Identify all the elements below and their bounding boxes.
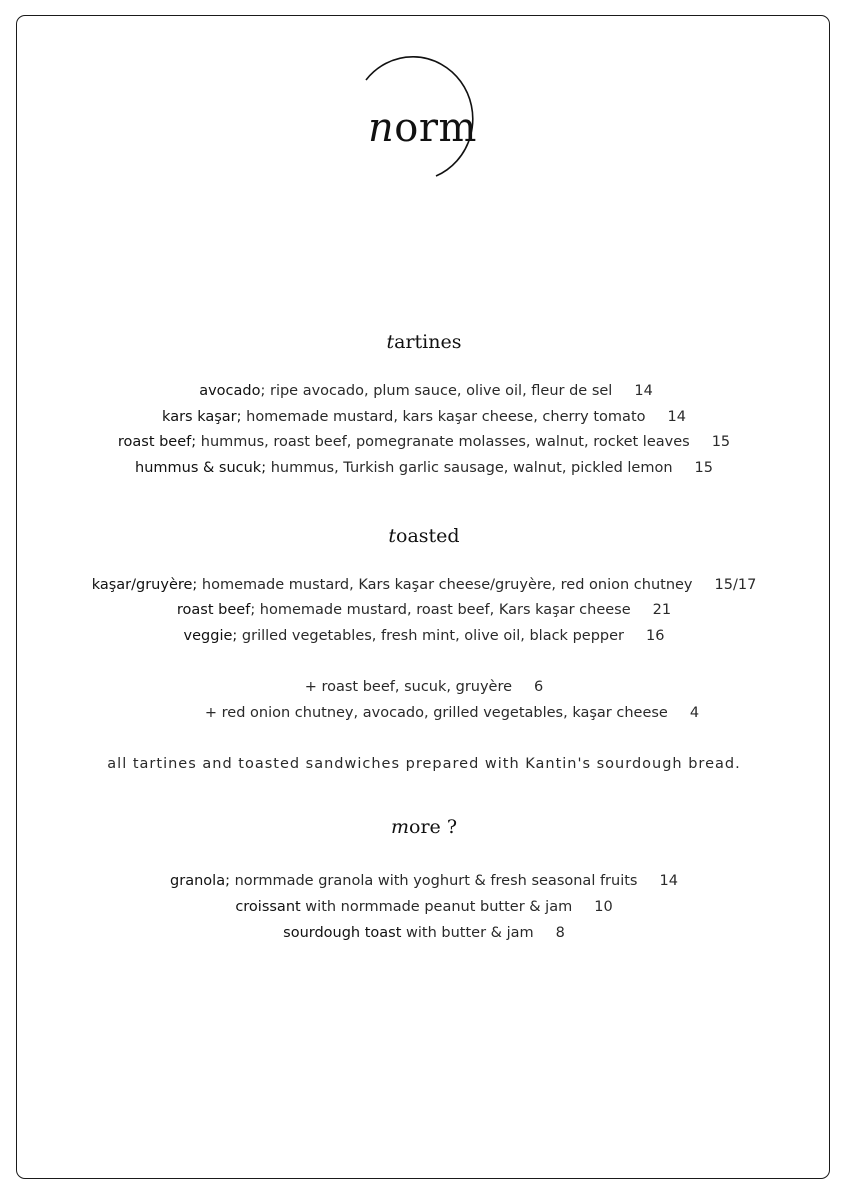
menu-item-sourdough-toast: sourdough toast with butter & jam 8 — [283, 925, 565, 941]
menu-item-granola: granola; normmade granola with yoghurt & fresh seasonal fruits 14 — [170, 873, 678, 889]
menu-item-kars-kasar: kars kaşar; homemade mustard, kars kaşar cheese, cherry tomato 14 — [162, 409, 686, 425]
menu-item-avocado: avocado; ripe avocado, plum sauce, olive oil, fleur de sel 14 — [199, 383, 653, 399]
extra-item-proteins: + roast beef, sucuk, gruyère 6 — [304, 679, 544, 695]
menu-item-veggie: veggie; grilled vegetables, fresh mint, olive oil, black pepper 16 — [183, 628, 665, 644]
menu-item-hummus-sucuk: hummus & sucuk; hummus, Turkish garlic sausage, walnut, pickled lemon 15 — [135, 460, 713, 476]
bread-note: all tartines and toasted sandwiches prepared with Kantin's sourdough bread. — [107, 756, 741, 772]
menu-item-roast-beef-toasted: roast beef; homemade mustard, roast beef, Kars kaşar cheese 21 — [176, 602, 672, 618]
norm-logo — [340, 42, 500, 182]
menu-item-kasar-gruyere: kaşar/gruyère; homemade mustard, Kars kaşar cheese/gruyère, red onion chutney 15/17 — [91, 577, 757, 593]
section-heading-toasted: toasted — [388, 525, 460, 547]
menu-border — [16, 15, 830, 1179]
section-heading-tartines: tartines — [386, 331, 462, 353]
logo-wordmark: norm — [368, 105, 477, 151]
section-heading-more: more ? — [390, 816, 458, 838]
extra-item-toppings: + red onion chutney, avocado, grilled vegetables, kaşar cheese 4 — [204, 705, 700, 721]
menu-item-roast-beef-tartine: roast beef; hummus, roast beef, pomegranate molasses, walnut, rocket leaves 15 — [117, 434, 731, 450]
menu-item-croissant: croissant with normmade peanut butter & jam 10 — [235, 899, 613, 915]
